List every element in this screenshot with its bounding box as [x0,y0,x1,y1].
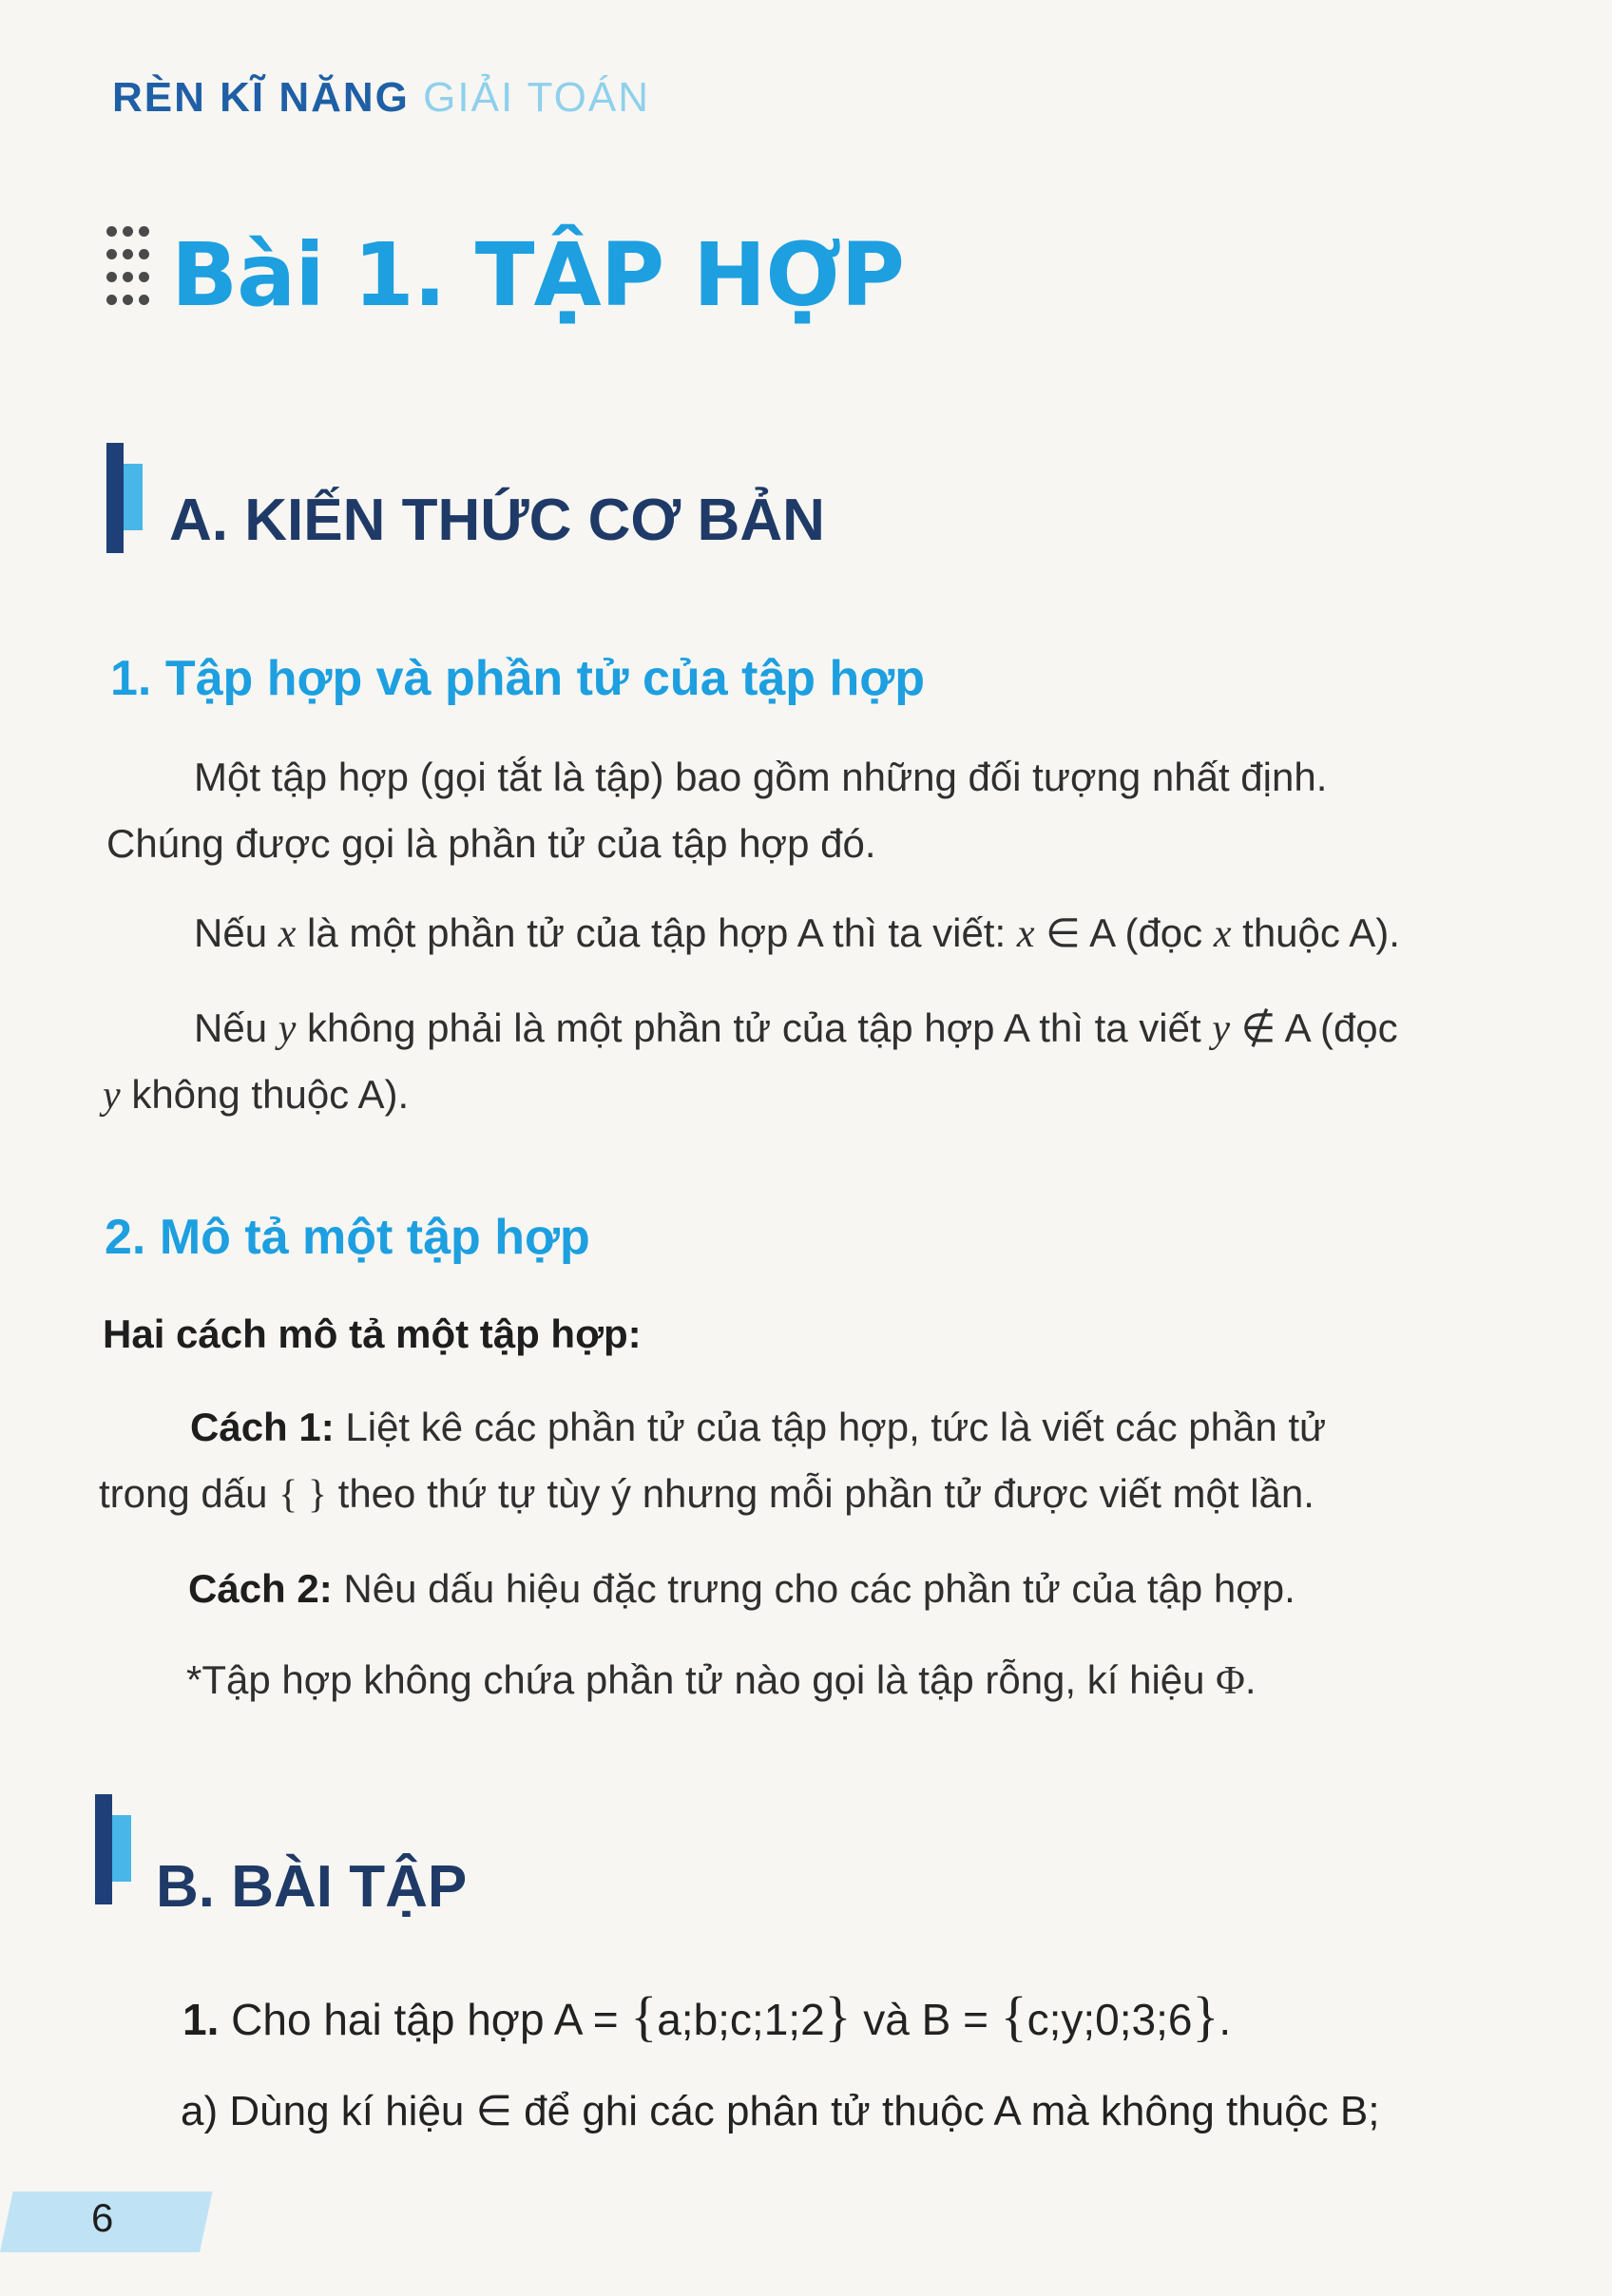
page-number: 6 [91,2195,114,2240]
subsection-1-title: 1. Tập hợp và phần tử của tập hợp [110,651,926,706]
paragraph-not-element-line1: Nếu y không phải là một phần tử của tập hợp A thì ta viết y ∉ A (đọc [194,1005,1398,1051]
paragraph-definition-line2: Chúng được gọi là phần tử của tập hợp đó. [106,821,876,866]
method-2: Cách 2: Nêu dấu hiệu đặc trưng cho các phần tử của tập hợp. [188,1566,1295,1611]
method-1-line1: Cách 1: Liệt kê các phần tử của tập hợp, tức là viết các phần tử [190,1405,1327,1449]
section-b-title: B. BÀI TẬP [156,1854,468,1920]
section-a-title: A. KIẾN THỨC CƠ BẢN [169,488,825,553]
paragraph-not-element-line2: y không thuộc A). [103,1072,410,1118]
running-header-light: GIẢI TOÁN [423,74,651,121]
paragraph-element-of: Nếu x là một phần tử của tập hợp A thì ta viết: x ∈ A (đọc x thuộc A). [194,910,1400,956]
empty-set-note: *Tập hợp không chứa phần tử nào gọi là tập rỗng, kí hiệu Φ. [186,1657,1257,1703]
method-1-line2: trong dấu { } theo thứ tự tùy ý nhưng mỗi phần tử được viết một lần. [99,1471,1315,1517]
running-header [112,74,650,122]
subsection-2-title: 2. Mô tả một tập hợp [105,1210,590,1265]
lesson-title: Bài 1. TẬP HỢP [171,224,904,326]
exercise-1-statement: 1. Cho hai tập hợp A = {a;b;c;1;2} và B = {c;y;0;3;6}. [182,1985,1232,2047]
describe-intro: Hai cách mô tả một tập hợp: [103,1311,642,1356]
exercise-1-part-a: a) Dùng kí hiệu ∈ để ghi các phân tử thuộc A mà không thuộc B; [181,2088,1380,2134]
section-a-marker-icon [106,443,144,553]
paragraph-definition-line1: Một tập hợp (gọi tắt là tập) bao gồm những đối tượng nhất định. [194,755,1328,799]
section-b-marker-icon [95,1794,133,1904]
dots-decoration-icon [106,226,150,308]
running-header-bold: RÈN KĨ NĂNG [112,74,410,121]
